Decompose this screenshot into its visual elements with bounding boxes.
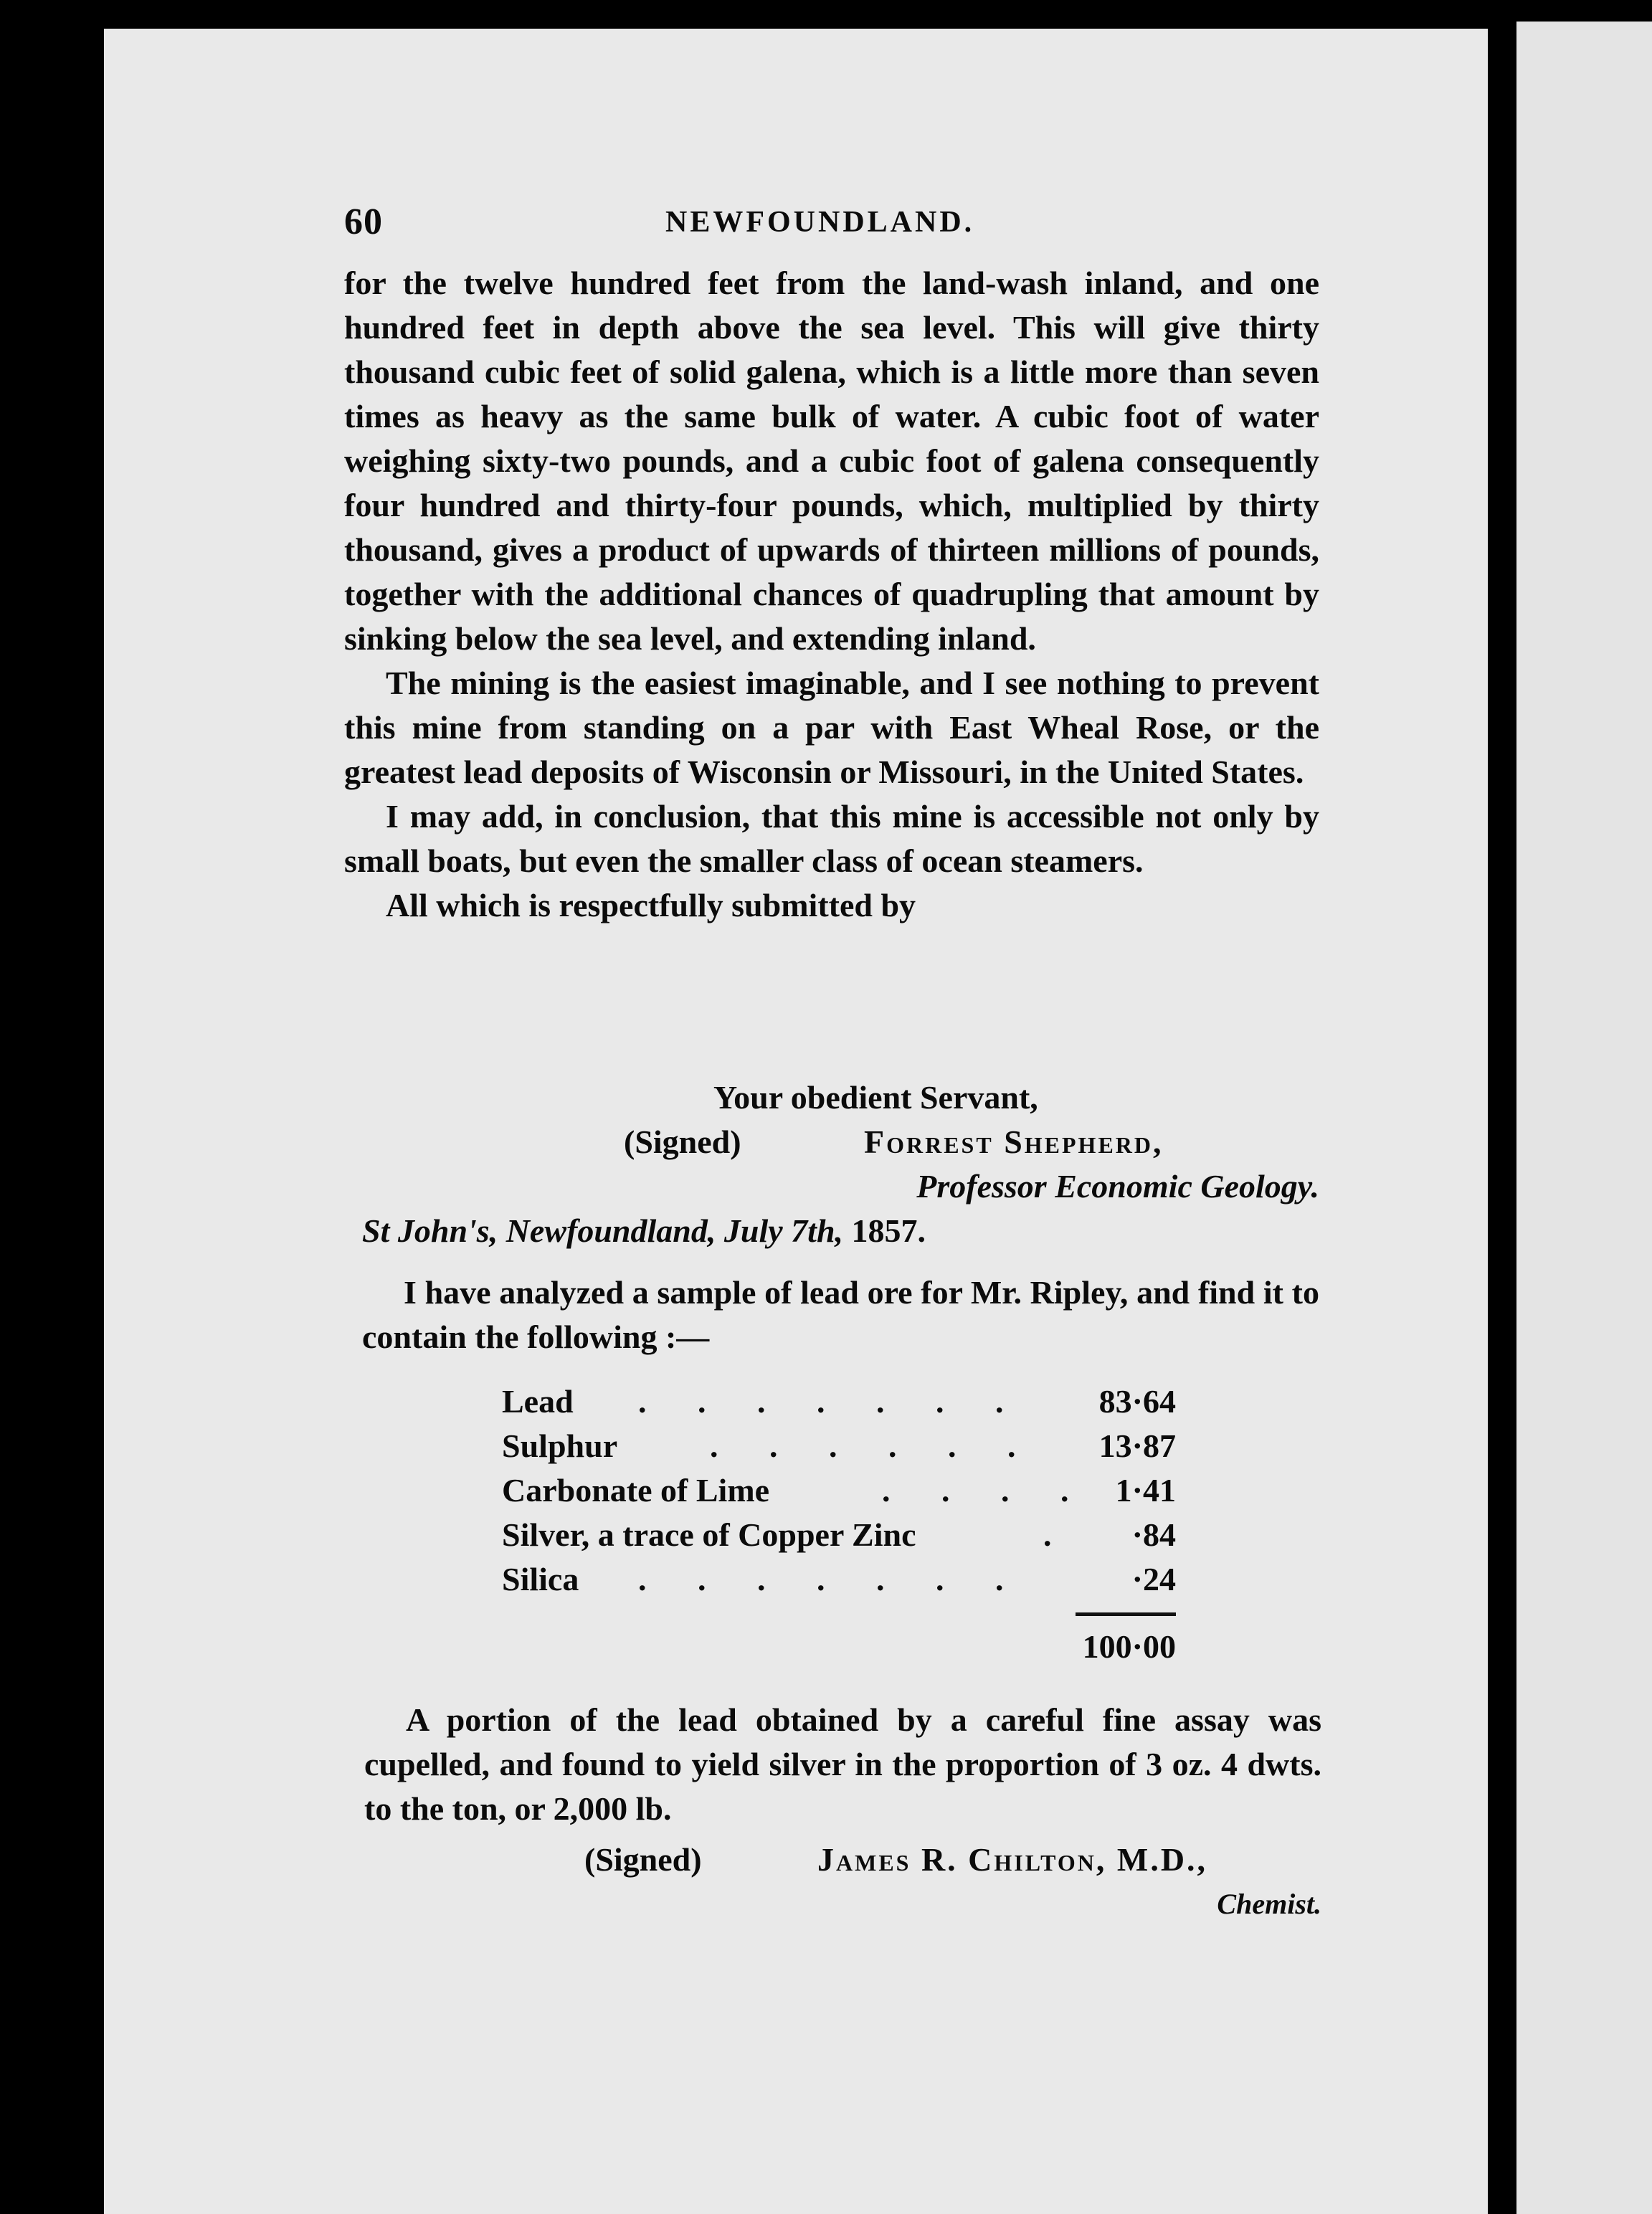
cupel-paragraph-text: A portion of the lead obtained by a careful fine assay was cupelled, and found to yield silver in the proportion of 3 oz. 4 dwts. to the ton, or 2,000 lb. bbox=[364, 1701, 1321, 1827]
chemist-name: James R. Chilton, M.D., bbox=[817, 1841, 1208, 1878]
paragraph-1: for the twelve hundred feet from the land-wash inland, and one hundred feet in depth above the sea level. This will give thirty thousand cubic feet of solid galena, which is a little more than seven times as heavy as the same bulk of water. A cubic foot of water weighing sixty-two pounds, and a cubic foot of galena consequently four hundred and thirty-four pounds, which, multiplied by thirty thousand, gives a product of upwards of thirteen millions of pounds, together with the additional chances of quadrupling that amount by sinking below the sea level, and extending inland. bbox=[344, 265, 1319, 657]
adjacent-page-edge bbox=[1516, 22, 1652, 2214]
assay-row bbox=[502, 1516, 1176, 1560]
place-date: St John's, Newfoundland, July 7th, bbox=[362, 1212, 844, 1249]
assay-value: 13·87 bbox=[1098, 1427, 1176, 1464]
assay-row bbox=[502, 1471, 1176, 1516]
paragraph-3: I may add, in conclusion, that this mine is accessible not only by small boats, but even the smaller class of ocean steamers. bbox=[344, 798, 1319, 879]
paragraph-2: The mining is the easiest imaginable, and I see nothing to prevent this mine from standing on a par with East Wheal Rose, or the greatest lead deposits of Wisconsin or Missouri, in the United States. bbox=[344, 665, 1319, 790]
assay-leader: . . . . . . . bbox=[638, 1383, 1025, 1420]
assay-label: Lead bbox=[502, 1383, 574, 1420]
letter-year: 1857. bbox=[851, 1212, 926, 1249]
total-rule bbox=[1076, 1612, 1176, 1616]
signatory-name: Forrest Shepherd, bbox=[864, 1123, 1164, 1160]
paragraph-4: All which is respectfully submitted by bbox=[386, 887, 916, 923]
cupel-paragraph bbox=[364, 1698, 1321, 1831]
assay-value: ·84 bbox=[1131, 1516, 1176, 1553]
assay-label: Silica bbox=[502, 1561, 579, 1597]
page-number: 60 bbox=[344, 201, 383, 242]
analysis-intro bbox=[362, 1270, 1319, 1359]
analysis-intro-text: I have analyzed a sample of lead ore for Mr. Ripley, and find it to contain the following :— bbox=[362, 1274, 1319, 1355]
assay-value: 1·41 bbox=[1115, 1472, 1176, 1509]
chemist-signed-label: (Signed) bbox=[584, 1841, 702, 1878]
assay-total-row bbox=[502, 1628, 1176, 1672]
assay-leader: . . . . . . bbox=[710, 1427, 1038, 1464]
salutation: Your obedient Servant, bbox=[713, 1079, 1038, 1116]
assay-label: Silver, a trace of Copper Zinc bbox=[502, 1516, 916, 1553]
assay-label: Sulphur bbox=[502, 1427, 618, 1464]
signatory-title: Professor Economic Geology. bbox=[916, 1168, 1319, 1205]
assay-leader: . . . . bbox=[882, 1472, 1091, 1509]
assay-row bbox=[502, 1382, 1176, 1427]
assay-total: 100·00 bbox=[1082, 1628, 1176, 1665]
assay-leader: . . . . . . . bbox=[638, 1561, 1025, 1597]
assay-leader: . bbox=[1043, 1516, 1073, 1553]
assay-label: Carbonate of Lime bbox=[502, 1472, 770, 1509]
page-gutter bbox=[1488, 0, 1516, 2214]
chemist-title: Chemist. bbox=[1217, 1888, 1321, 1920]
running-head: NEWFOUNDLAND. bbox=[665, 206, 975, 239]
body-text bbox=[344, 261, 1319, 928]
assay-row bbox=[502, 1560, 1176, 1605]
assay-row bbox=[502, 1427, 1176, 1471]
assay-value: 83·64 bbox=[1098, 1383, 1176, 1420]
scan-border-left bbox=[0, 0, 104, 2214]
page-header bbox=[344, 201, 1319, 251]
signed-label: (Signed) bbox=[624, 1123, 741, 1160]
assay-value: ·24 bbox=[1131, 1561, 1176, 1597]
